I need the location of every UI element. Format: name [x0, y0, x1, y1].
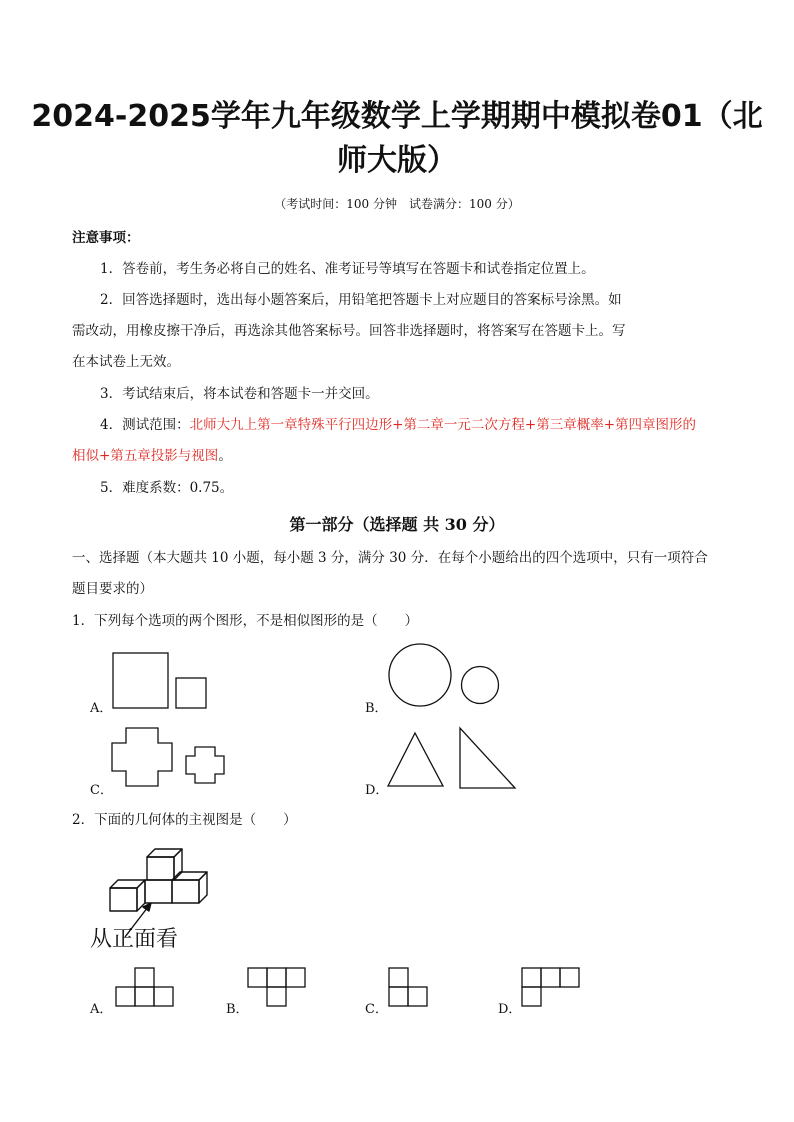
small-cross	[186, 747, 224, 783]
section-instructions-line2: 题目要求的）	[72, 581, 153, 597]
page-title-line2: 师大版）	[337, 143, 457, 178]
note-3: 3．考试结束后，将本试卷和答题卡一并交回。	[100, 386, 379, 402]
note-1: 1．答卷前，考生务必将自己的姓名、准考证号等填写在答题卡和试卷指定位置上。	[100, 261, 595, 277]
q2-option-b-label: B．	[226, 1002, 249, 1017]
note-4-scope-cont: 相似+第五章投影与视图	[72, 448, 219, 464]
notes-heading: 注意事项：	[72, 230, 140, 246]
q2-option-a-figure	[114, 966, 174, 1010]
q1-option-b-label: B．	[365, 701, 388, 716]
note-2-line3: 在本试卷上无效。	[72, 354, 180, 370]
q1-option-a-label: A．	[90, 701, 113, 716]
note-4-scope: 北师大九上第一章特殊平行四边形+第二章一元二次方程+第三章概率+第四章图形的	[189, 417, 697, 433]
q2-option-b-figure	[246, 966, 308, 1010]
right-triangle	[460, 728, 515, 788]
note-4-line1	[100, 415, 696, 435]
q1-stem: 1．下列每个选项的两个图形，不是相似图形的是（ ）	[72, 613, 419, 629]
q1-option-a-figure	[110, 650, 210, 710]
q1-option-c-label: C．	[90, 783, 113, 798]
large-square	[113, 653, 168, 708]
q1-option-c-figure	[110, 725, 235, 790]
small-circle	[462, 667, 499, 704]
equilateral-triangle	[388, 733, 443, 786]
q1-option-d-figure	[385, 725, 520, 790]
note-4-suffix: 。	[218, 448, 232, 464]
q2-option-a-label: A．	[90, 1002, 113, 1017]
q1-option-b-figure	[385, 640, 505, 710]
q2-option-c-figure	[387, 966, 431, 1010]
small-square	[176, 678, 206, 708]
q2-solid-figure	[105, 845, 215, 915]
section-instructions-line1: 一、选择题（本大题共 10 小题，每小题 3 分，满分 30 分．在每个小题给出的四个选项中，只有一项符合	[72, 550, 708, 566]
note-4-prefix: 4．测试范围：	[100, 417, 190, 433]
note-5: 5．难度系数：0.75。	[100, 480, 234, 496]
section-title: 第一部分（选择题 共 30 分）	[289, 515, 505, 534]
page-title-line1: 2024-2025学年九年级数学上学期期中模拟卷01（北	[31, 99, 763, 134]
large-cross	[112, 728, 172, 786]
q2-option-c-label: C．	[365, 1002, 388, 1017]
q2-stem: 2．下面的几何体的主视图是（ ）	[72, 812, 297, 828]
q2-option-d-figure	[520, 966, 584, 1010]
note-2-line2: 需改动，用橡皮擦干净后，再选涂其他答案标号。回答非选择题时，将答案写在答题卡上。写	[72, 323, 626, 339]
q2-option-d-label: D．	[498, 1002, 522, 1017]
q2-view-label: 从正面看	[90, 927, 179, 952]
note-4-line2	[72, 446, 232, 466]
large-circle	[389, 644, 451, 706]
note-2-line1: 2．回答选择题时，选出每小题答案后，用铅笔把答题卡上对应题目的答案标号涂黑。如	[100, 292, 622, 308]
q1-option-d-label: D．	[365, 783, 389, 798]
exam-info: （考试时间：100 分钟 试卷满分：100 分）	[274, 197, 520, 211]
